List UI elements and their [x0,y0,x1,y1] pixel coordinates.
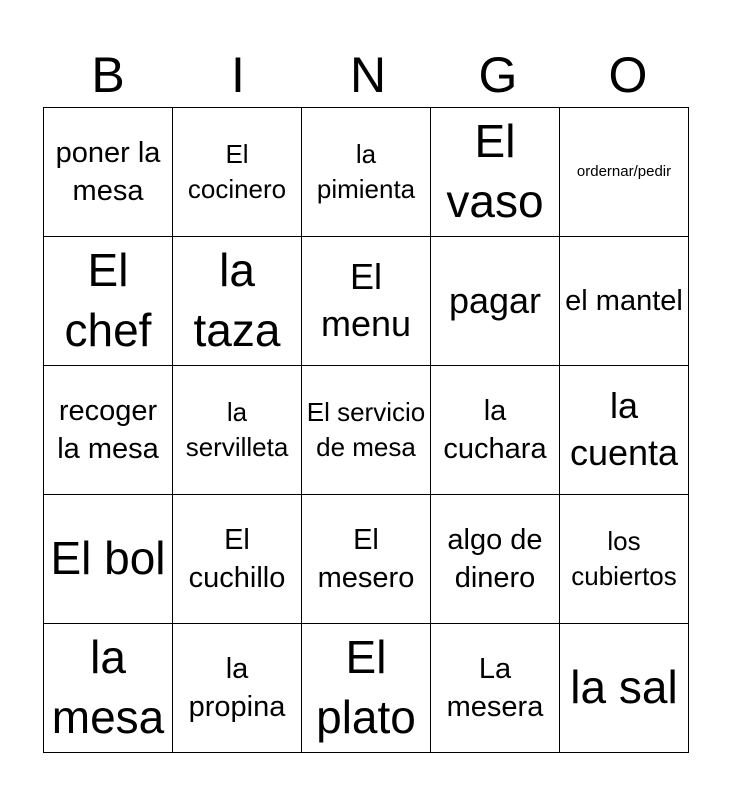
cell-label: El servicio de mesa [306,396,426,462]
bingo-cell[interactable] [302,495,431,624]
cell-label: la pimienta [316,138,416,204]
bingo-board [43,107,689,753]
header-letter-n: N [349,47,387,103]
header-letter-b: B [91,47,125,103]
cell-label: la cuchara [443,394,547,465]
cell-label: la sal [570,661,678,714]
bingo-cell[interactable] [560,366,689,495]
cell-label: la cuenta [569,385,679,473]
bingo-cell[interactable] [431,624,560,753]
cell-label: El chef [64,244,152,356]
cell-label: El menu [320,256,412,344]
cell-label: El cuchillo [188,523,286,594]
cell-label: El plato [316,631,416,743]
bingo-cell[interactable] [560,495,689,624]
bingo-cell[interactable] [44,624,173,753]
cell-label: poner la mesa [55,136,161,207]
bingo-header [43,44,693,106]
bingo-cell[interactable] [302,366,431,495]
bingo-cell[interactable] [44,237,173,366]
cell-label: La mesera [446,652,544,723]
bingo-cell[interactable] [44,366,173,495]
cell-label: el mantel [565,284,683,317]
bingo-cell[interactable] [560,237,689,366]
header-letter-i: I [231,47,245,103]
bingo-cell[interactable] [431,366,560,495]
cell-label: la taza [193,244,281,356]
cell-label: recoger la mesa [57,394,159,465]
bingo-cell[interactable] [173,108,302,237]
cell-label: la propina [188,652,286,723]
bingo-cell[interactable] [173,237,302,366]
bingo-cell[interactable] [44,495,173,624]
bingo-cell[interactable] [431,495,560,624]
bingo-cell[interactable] [431,237,560,366]
cell-label: El cocinero [187,138,287,204]
bingo-cell[interactable] [560,108,689,237]
cell-label: ordernar/pedir [576,163,672,180]
cell-label: El mesero [317,523,415,594]
bingo-cell[interactable] [173,366,302,495]
bingo-cell[interactable] [431,108,560,237]
bingo-cell[interactable] [302,237,431,366]
bingo-cell[interactable] [560,624,689,753]
bingo-cell[interactable] [44,108,173,237]
cell-label: El vaso [446,115,544,227]
cell-label: la mesa [51,631,165,743]
bingo-cell[interactable] [302,624,431,753]
cell-label: El bol [50,532,166,585]
bingo-cell[interactable] [173,624,302,753]
cell-label: pagar [448,279,542,321]
bingo-cell[interactable] [302,108,431,237]
header-letter-o: O [608,47,648,103]
cell-label: los cubiertos [571,525,677,591]
cell-label: la servilleta [185,396,289,462]
header-letter-g: G [478,47,518,103]
cell-label: algo de dinero [447,523,543,594]
bingo-cell[interactable] [173,495,302,624]
